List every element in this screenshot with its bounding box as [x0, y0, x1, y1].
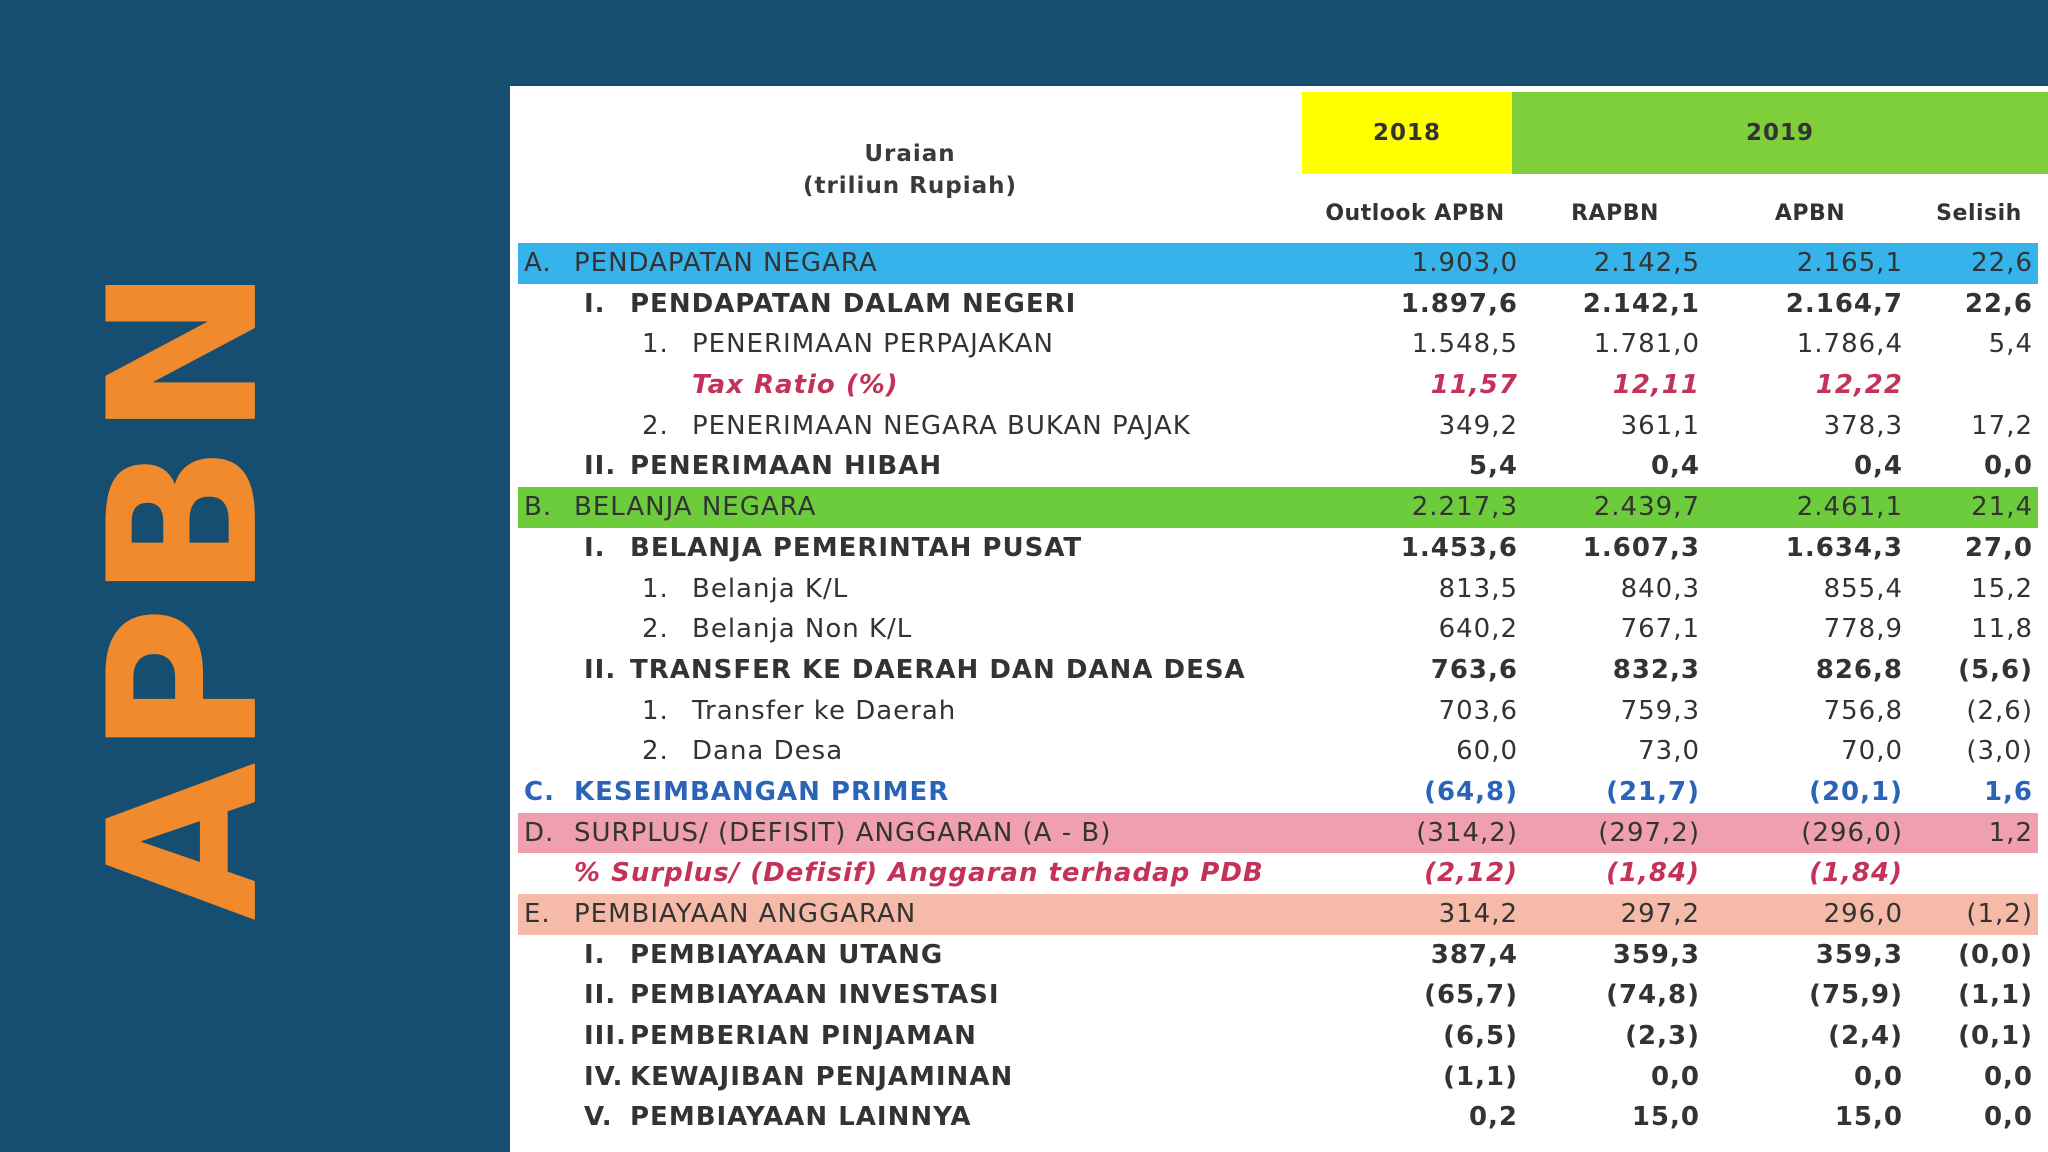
outlook-apbn-value: 60,0 [1456, 736, 1518, 767]
selisih-value: 1,6 [1983, 776, 2033, 807]
apbn-value: 12,22 [1815, 370, 1903, 401]
rapbn-value: (297,2) [1598, 817, 1700, 848]
row-code: A. [524, 248, 552, 278]
row-label: Belanja Non K/L [692, 614, 913, 645]
uraian-header [510, 138, 1310, 202]
selisih-value: (0,0) [1958, 939, 2033, 970]
col-header-outlook-apbn: Outlook APBN [1325, 201, 1505, 226]
table-row [518, 365, 2038, 406]
selisih-value: (3,0) [1966, 736, 2033, 767]
selisih-value: 1,2 [1988, 817, 2033, 848]
rapbn-value: (74,8) [1606, 980, 1700, 1011]
outlook-apbn-value: 387,4 [1430, 939, 1518, 970]
apbn-value: 296,0 [1823, 899, 1903, 929]
apbn-value: 1.786,4 [1796, 329, 1903, 360]
selisih-value: 0,0 [1983, 1102, 2033, 1133]
outlook-apbn-value: 2.217,3 [1411, 492, 1518, 523]
row-code: III. [584, 1021, 627, 1052]
uraian-header-line1: Uraian [864, 141, 956, 167]
table-row [518, 487, 2038, 528]
apbn-value: 756,8 [1823, 695, 1903, 726]
outlook-apbn-value: 349,2 [1438, 410, 1518, 441]
table-row [518, 528, 2038, 569]
rapbn-value: (1,84) [1606, 858, 1700, 889]
row-label: PENERIMAAN PERPAJAKAN [692, 329, 1054, 360]
rapbn-value: 759,3 [1620, 695, 1700, 726]
col-header-selisih: Selisih [1936, 201, 2022, 226]
rapbn-value: 767,1 [1620, 614, 1700, 645]
row-code: 1. [642, 573, 669, 604]
outlook-apbn-value: 314,2 [1438, 899, 1518, 929]
table-row [518, 609, 2038, 650]
outlook-apbn-value: (1,1) [1443, 1061, 1518, 1092]
table-row [518, 894, 2038, 935]
row-code: I. [584, 532, 606, 563]
table-row [518, 853, 2038, 894]
row-label: Dana Desa [692, 736, 844, 767]
table-row [518, 975, 2038, 1016]
row-label: KEWAJIBAN PENJAMINAN [630, 1061, 1014, 1092]
table-row [518, 731, 2038, 772]
table-row [518, 284, 2038, 325]
row-label: BELANJA PEMERINTAH PUSAT [630, 532, 1083, 563]
row-code: B. [524, 492, 553, 523]
row-label: PEMBERIAN PINJAMAN [630, 1021, 977, 1052]
rapbn-value: 73,0 [1638, 736, 1700, 767]
row-code: II. [584, 451, 617, 482]
row-code: C. [524, 776, 555, 807]
row-code: V. [584, 1102, 613, 1133]
apbn-value: 0,0 [1853, 1061, 1903, 1092]
table-body [518, 243, 2038, 1138]
row-code: I. [584, 288, 606, 319]
year-2018-header: 2018 [1302, 92, 1512, 174]
selisih-value: 0,0 [1983, 1061, 2033, 1092]
selisih-value: 22,6 [1964, 288, 2033, 319]
apbn-value: (75,9) [1809, 980, 1903, 1011]
row-code: I. [584, 939, 606, 970]
row-code: D. [524, 817, 555, 848]
apbn-value: 2.164,7 [1785, 288, 1903, 319]
row-label: Tax Ratio (%) [692, 370, 899, 401]
row-label: PENDAPATAN NEGARA [574, 248, 878, 278]
apbn-value: 70,0 [1841, 736, 1903, 767]
row-label: TRANSFER KE DAERAH DAN DANA DESA [630, 654, 1246, 685]
row-label: PEMBIAYAAN INVESTASI [630, 980, 1000, 1011]
row-code: II. [584, 980, 617, 1011]
apbn-value: (2,4) [1828, 1021, 1903, 1052]
outlook-apbn-value: 813,5 [1438, 573, 1518, 604]
row-label: PEMBIAYAAN UTANG [630, 939, 944, 970]
outlook-apbn-value: (314,2) [1416, 817, 1518, 848]
outlook-apbn-value: 640,2 [1438, 614, 1518, 645]
outlook-apbn-value: 0,2 [1468, 1102, 1518, 1133]
outlook-apbn-value: 1.903,0 [1411, 248, 1518, 278]
row-code: 1. [642, 695, 669, 726]
selisih-value: 17,2 [1971, 410, 2033, 441]
selisih-value: 0,0 [1983, 451, 2033, 482]
row-label: PENDAPATAN DALAM NEGERI [630, 288, 1077, 319]
outlook-apbn-value: (6,5) [1443, 1021, 1518, 1052]
table-row [518, 935, 2038, 976]
row-label: % Surplus/ (Defisif) Anggaran terhadap PDB [574, 858, 1264, 889]
outlook-apbn-value: 11,57 [1430, 370, 1518, 401]
selisih-value: 21,4 [1971, 492, 2033, 523]
selisih-value: (1,2) [1966, 899, 2033, 929]
rapbn-value: 12,11 [1612, 370, 1700, 401]
rapbn-value: 832,3 [1612, 654, 1700, 685]
outlook-apbn-value: (2,12) [1424, 858, 1518, 889]
row-code: 1. [642, 329, 669, 360]
table-row [518, 569, 2038, 610]
apbn-value: 15,0 [1834, 1102, 1903, 1133]
side-title-container [60, 180, 310, 1000]
table-row [518, 446, 2038, 487]
selisih-value: (0,1) [1958, 1021, 2033, 1052]
apbn-value: (296,0) [1801, 817, 1903, 848]
outlook-apbn-value: 763,6 [1430, 654, 1518, 685]
table-row [518, 650, 2038, 691]
row-code: 2. [642, 410, 669, 441]
rapbn-value: 15,0 [1631, 1102, 1700, 1133]
rapbn-value: 0,4 [1650, 451, 1700, 482]
row-label: BELANJA NEGARA [574, 492, 817, 523]
table-row [518, 243, 2038, 284]
rapbn-value: 0,0 [1650, 1061, 1700, 1092]
apbn-value: 826,8 [1815, 654, 1903, 685]
rapbn-value: 2.439,7 [1593, 492, 1700, 523]
selisih-value: (1,1) [1958, 980, 2033, 1011]
rapbn-value: 361,1 [1620, 410, 1700, 441]
row-label: KESEIMBANGAN PRIMER [574, 776, 950, 807]
outlook-apbn-value: 1.897,6 [1400, 288, 1518, 319]
table-row [518, 324, 2038, 365]
apbn-value: 855,4 [1823, 573, 1903, 604]
table-row [518, 1097, 2038, 1138]
row-code: E. [524, 899, 551, 929]
rapbn-value: 840,3 [1620, 573, 1700, 604]
rapbn-value: (21,7) [1606, 776, 1700, 807]
rapbn-value: 1.607,3 [1582, 532, 1700, 563]
rapbn-value: 2.142,1 [1582, 288, 1700, 319]
year-2019-header: 2019 [1512, 92, 2048, 174]
rapbn-value: 359,3 [1612, 939, 1700, 970]
apbn-value: 1.634,3 [1785, 532, 1903, 563]
row-label: PENERIMAAN HIBAH [630, 451, 943, 482]
table-row [518, 1057, 2038, 1098]
rapbn-value: (2,3) [1625, 1021, 1700, 1052]
row-code: 2. [642, 736, 669, 767]
row-code: IV. [584, 1061, 624, 1092]
apbn-value: (1,84) [1809, 858, 1903, 889]
outlook-apbn-value: 5,4 [1468, 451, 1518, 482]
selisih-value: 11,8 [1971, 614, 2033, 645]
table-row [518, 406, 2038, 447]
apbn-value: 0,4 [1853, 451, 1903, 482]
apbn-value: 778,9 [1823, 614, 1903, 645]
rapbn-value: 297,2 [1620, 899, 1700, 929]
outlook-apbn-value: (65,7) [1424, 980, 1518, 1011]
table-row [518, 691, 2038, 732]
table-row [518, 772, 2038, 813]
outlook-apbn-value: (64,8) [1424, 776, 1518, 807]
row-code: II. [584, 654, 617, 685]
selisih-value: (5,6) [1958, 654, 2033, 685]
apbn-value: (20,1) [1809, 776, 1903, 807]
budget-table-panel [510, 86, 2048, 1152]
table-row [518, 1016, 2038, 1057]
row-label: PENERIMAAN NEGARA BUKAN PAJAK [692, 410, 1191, 441]
table-row [518, 813, 2038, 854]
col-header-rapbn: RAPBN [1571, 201, 1659, 226]
row-label: PEMBIAYAAN LAINNYA [630, 1102, 972, 1133]
outlook-apbn-value: 1.453,6 [1400, 532, 1518, 563]
selisih-value: 22,6 [1971, 248, 2033, 278]
outlook-apbn-value: 703,6 [1438, 695, 1518, 726]
rapbn-value: 2.142,5 [1593, 248, 1700, 278]
selisih-value: 27,0 [1964, 532, 2033, 563]
rapbn-value: 1.781,0 [1593, 329, 1700, 360]
apbn-value: 359,3 [1815, 939, 1903, 970]
selisih-value: 5,4 [1988, 329, 2033, 360]
row-code: 2. [642, 614, 669, 645]
apbn-value: 378,3 [1823, 410, 1903, 441]
row-label: SURPLUS/ (DEFISIT) ANGGARAN (A - B) [574, 817, 1112, 848]
outlook-apbn-value: 1.548,5 [1411, 329, 1518, 360]
row-label: PEMBIAYAAN ANGGARAN [574, 899, 917, 929]
uraian-header-line2: (triliun Rupiah) [802, 173, 1018, 199]
col-header-apbn: APBN [1774, 201, 1846, 226]
row-label: Belanja K/L [692, 573, 849, 604]
apbn-value: 2.461,1 [1796, 492, 1903, 523]
side-title: APBN [65, 259, 304, 921]
apbn-value: 2.165,1 [1796, 248, 1903, 278]
selisih-value: 15,2 [1971, 573, 2033, 604]
row-label: Transfer ke Daerah [692, 695, 957, 726]
selisih-value: (2,6) [1966, 695, 2033, 726]
